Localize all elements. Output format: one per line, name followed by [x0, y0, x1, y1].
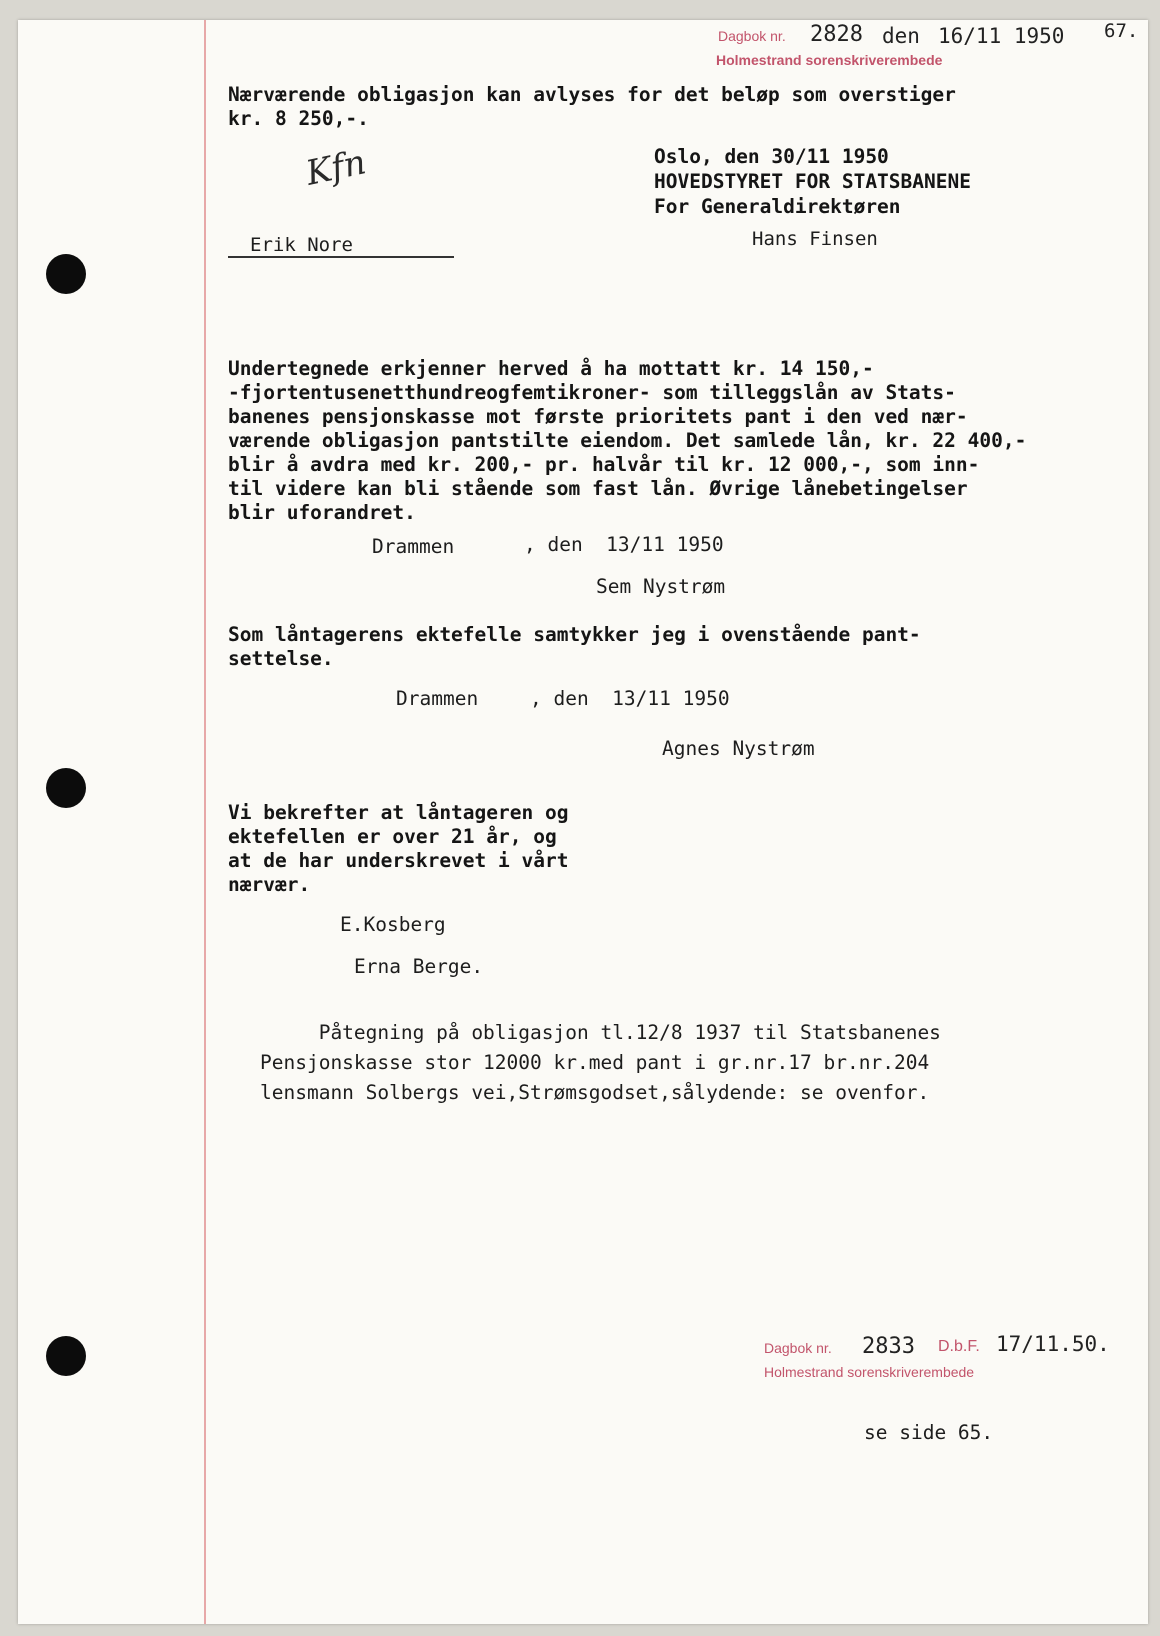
- consent-line-1: Som låntagerens ektefelle samtykker jeg i ovenstående pant-: [228, 623, 921, 646]
- punch-hole-top: [46, 254, 86, 294]
- consent-line-2: settelse.: [228, 647, 334, 670]
- margin-rule: [204, 20, 206, 1624]
- stamp-bottom-number: 2833: [862, 1334, 915, 1359]
- ack-line-4: værende obligasjon pantstilte eiendom. Det samlede lån, kr. 22 400,-: [228, 429, 1027, 452]
- stamp-top-number: 2828: [810, 22, 863, 47]
- ack-line-3: banenes pensjonskasse mot første prioritets pant i den ved nær-: [228, 405, 968, 428]
- stamp-top-date: 16/11 1950: [938, 24, 1065, 48]
- stamp-top-label: Dagbok nr.: [718, 28, 786, 44]
- signer-right: Hans Finsen: [752, 228, 878, 250]
- witness-line-2: ektefellen er over 21 år, og: [228, 825, 557, 848]
- ack-line-7: blir uforandret.: [228, 501, 416, 524]
- stamp-bottom-date: 17/11.50.: [996, 1332, 1110, 1356]
- consent-place: Drammen: [396, 687, 479, 710]
- witness-line-4: nærvær.: [228, 873, 311, 896]
- signer-left-underline: [228, 256, 454, 258]
- stamp-bottom-office: Holmestrand sorenskriverembede: [764, 1364, 975, 1380]
- ack-line-6: til videre kan bli stående som fast lån. Øvrige lånebetingelser: [228, 477, 968, 500]
- initials-signature: Kfn: [302, 142, 370, 194]
- witness-2: Erna Berge.: [354, 955, 484, 978]
- stamp-bottom-dbf: D.b.F.: [938, 1338, 980, 1355]
- notice-line-1: Nærværende obligasjon kan avlyses for det beløp som overstiger: [228, 83, 956, 106]
- punch-hole-bottom: [46, 1336, 86, 1376]
- ack-line-5: blir å avdra med kr. 200,- pr. halvår til kr. 12 000,-, som inn-: [228, 453, 980, 476]
- page-number: 67.: [1104, 20, 1139, 42]
- ack-line-2: -fjortentusenetthundreogfemtikroner- som tilleggslån av Stats-: [228, 381, 956, 404]
- endorsement-line-1: Påtegning på obligasjon tl.12/8 1937 til Statsbanenes: [260, 1021, 941, 1044]
- witness-line-3: at de har underskrevet i vårt: [228, 849, 569, 872]
- endorsement-line-2: Pensjonskasse stor 12000 kr.med pant i gr.nr.17 br.nr.204: [260, 1051, 930, 1074]
- ack-signer: Sem Nystrøm: [596, 575, 726, 598]
- witness-1: E.Kosberg: [340, 913, 446, 936]
- witness-line-1: Vi bekrefter at låntageren og: [228, 801, 569, 824]
- endorsement-line-3: lensmann Solbergs vei,Strømsgodset,sålydende: se ovenfor.: [260, 1081, 930, 1104]
- signer-left: Erik Nore: [250, 234, 353, 256]
- oslo-for: For Generaldirektøren: [654, 195, 901, 218]
- punch-hole-middle: [46, 768, 86, 808]
- ack-date: , den 13/11 1950: [524, 533, 724, 556]
- stamp-top-office: Holmestrand sorenskriverembede: [716, 52, 943, 68]
- oslo-place-date: Oslo, den 30/11 1950: [654, 145, 889, 168]
- consent-date: , den 13/11 1950: [530, 687, 730, 710]
- ack-place: Drammen: [372, 535, 455, 558]
- oslo-org: HOVEDSTYRET FOR STATSBANENE: [654, 170, 971, 193]
- reference-note: se side 65.: [864, 1421, 994, 1444]
- notice-line-2: kr. 8 250,-.: [228, 107, 369, 130]
- ack-line-1: Undertegnede erkjenner herved å ha mottatt kr. 14 150,-: [228, 357, 874, 380]
- stamp-bottom-label: Dagbok nr.: [764, 1340, 832, 1356]
- document-page: [18, 20, 1148, 1624]
- stamp-top-den: den: [882, 24, 920, 48]
- consent-signer: Agnes Nystrøm: [662, 737, 815, 760]
